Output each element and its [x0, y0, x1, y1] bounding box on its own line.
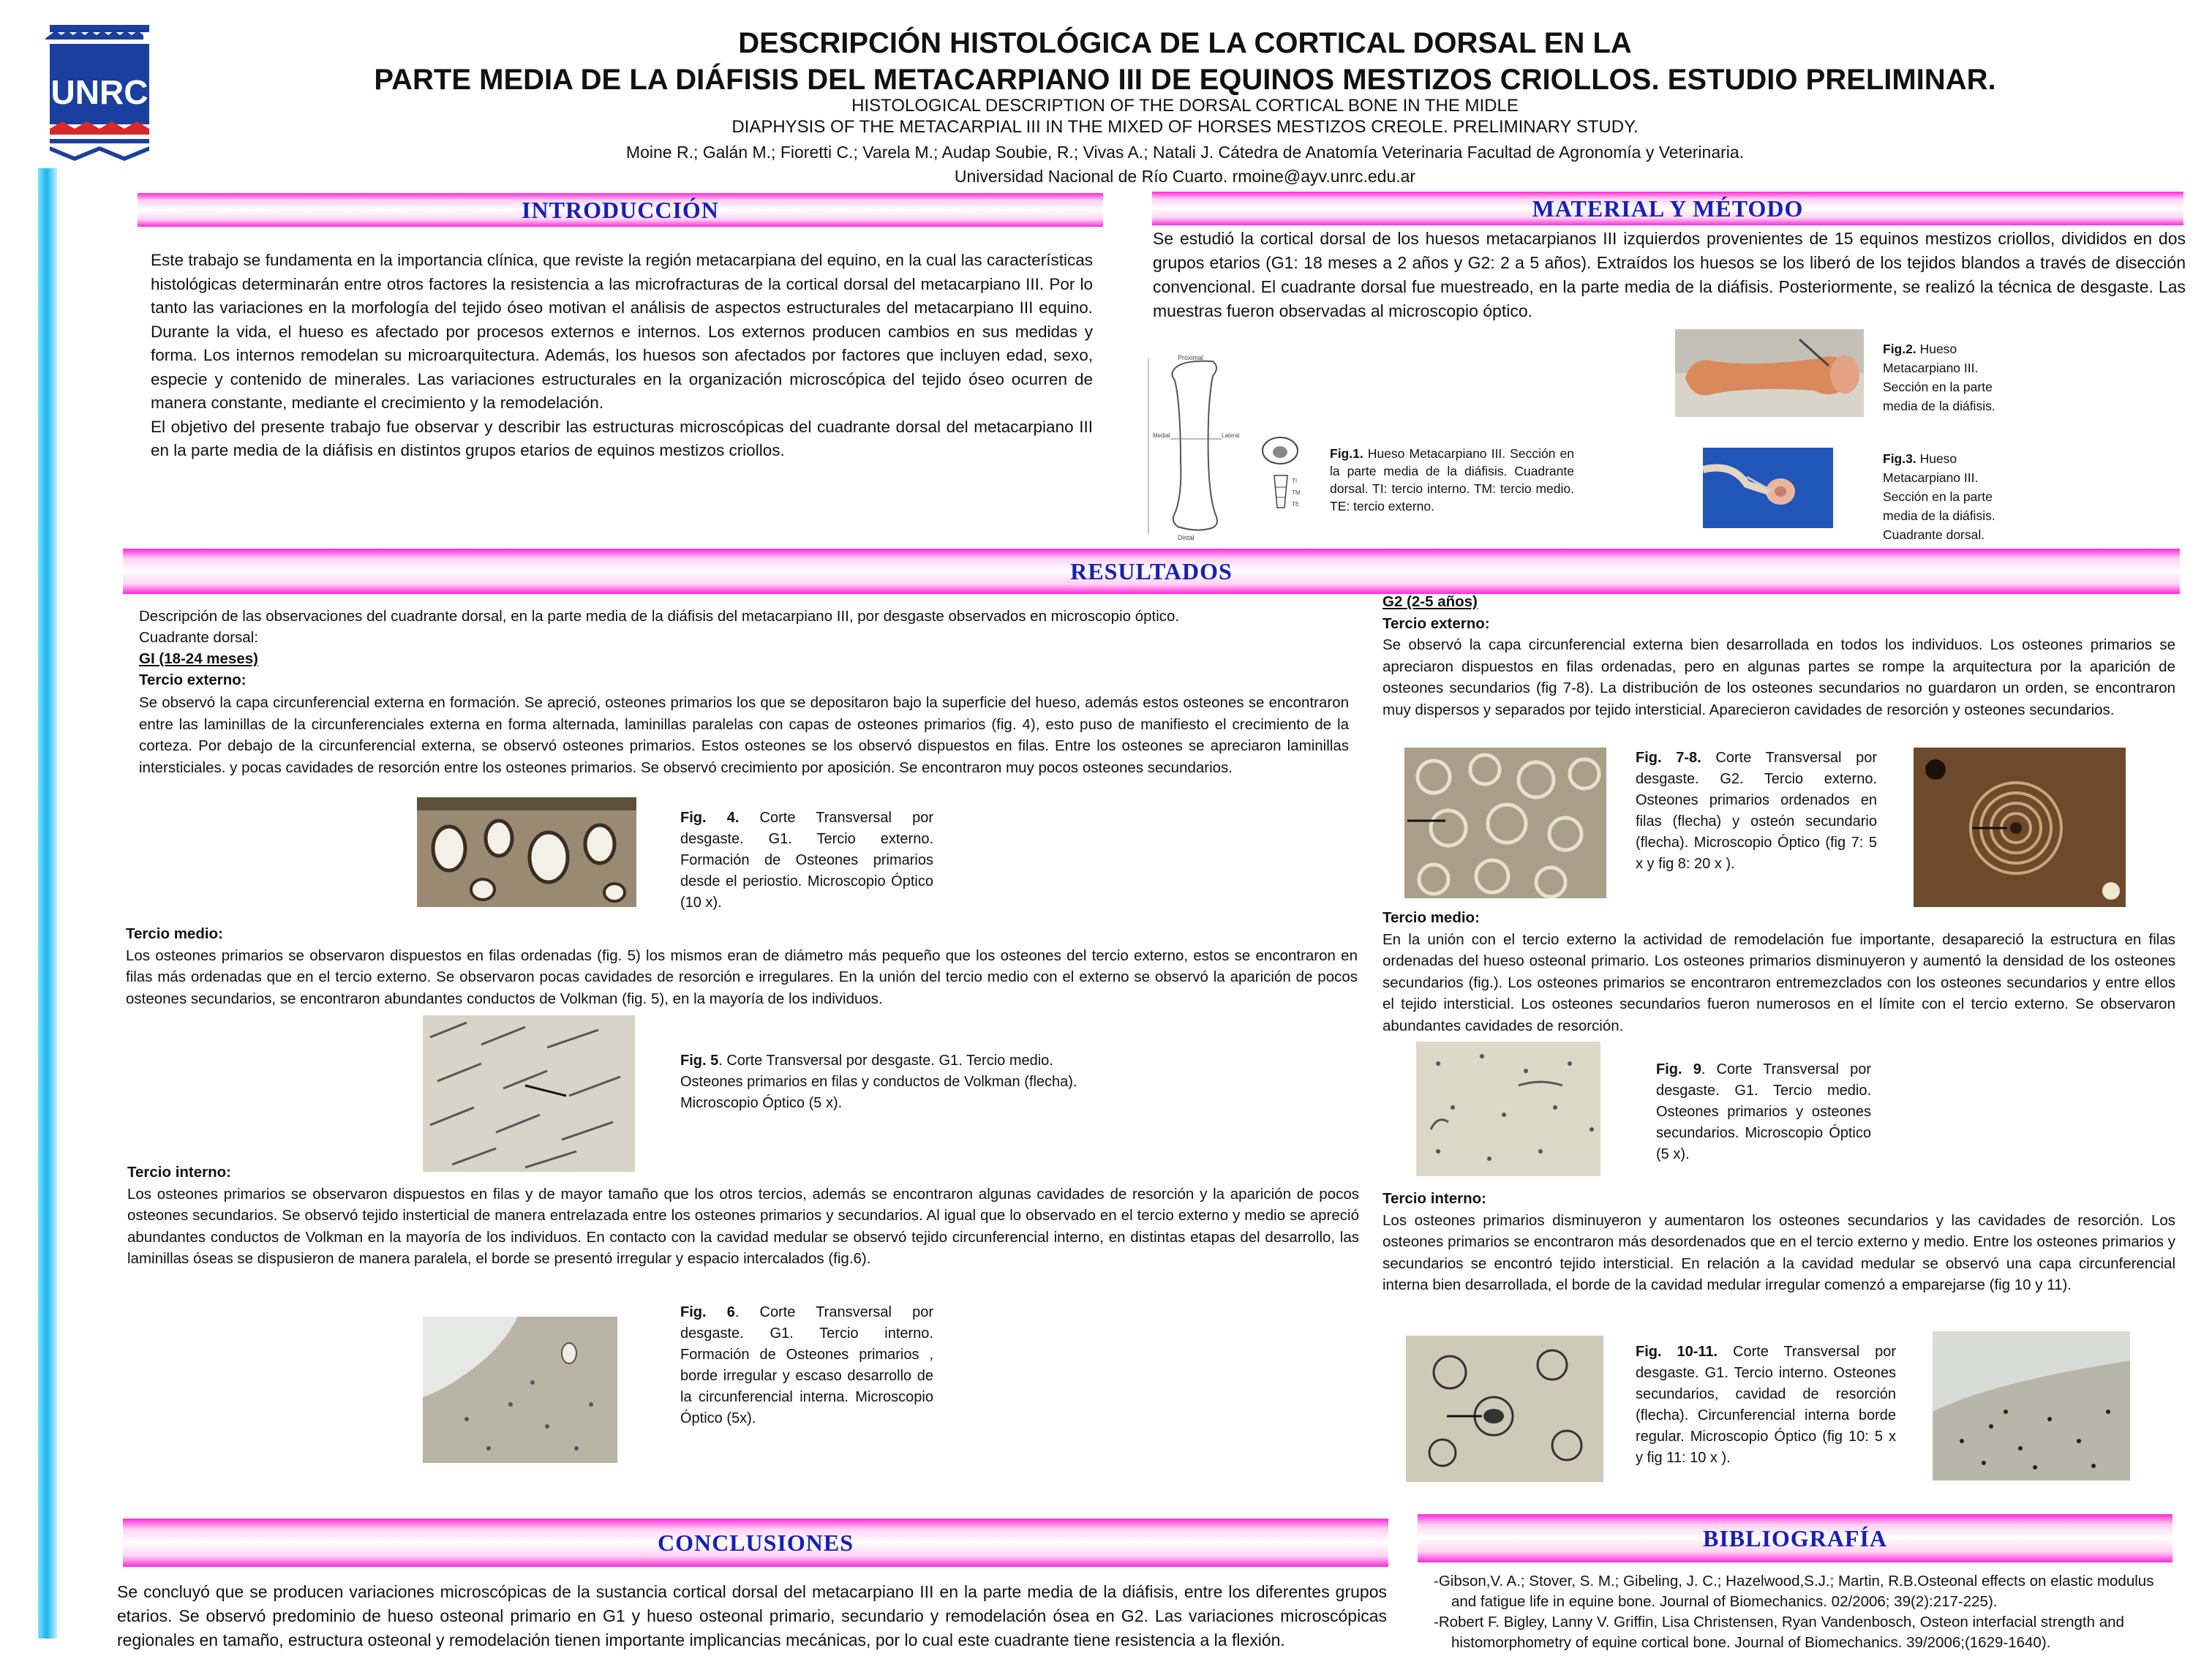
- diagram-label-medial: Medial: [1153, 432, 1170, 439]
- diagram-label-lateral: Lateral: [1222, 432, 1240, 439]
- logo-text: UNRC: [50, 73, 148, 111]
- bibliography-list: [1434, 1571, 2165, 1653]
- authors-line-1: Moine R.; Galán M.; Fioretti C.; Varela M.; Audap Soubie, R.; Vivas A.; Natali J. Cátedra de Anatomía Veterinaria Facultad de Agronomía y Veterinaria.: [625, 143, 1745, 162]
- poster-title: [168, 25, 2202, 98]
- authors-line-2: Universidad Nacional de Río Cuarto. rmoine@ayv.unrc.edu.ar: [954, 167, 1416, 186]
- fig1-caption: Fig.1. Hueso Metacarpiano III. Sección en la parte media de la diáfisis. Cuadrante dorsal. TI: tercio interno. TM: tercio medio. TE: tercio externo.: [1330, 446, 1574, 514]
- fig10-micrograph: [1406, 1336, 1603, 1482]
- g2-middle: [1382, 907, 2175, 1037]
- intro-paragraph-2: El objetivo del presente trabajo fue observar y describir las estructuras microscópicas del cuadrante dorsal del metacarpiano III en la parte media de la diáfisis en distintos grupos etarios de equinos mestizos criollos.: [151, 417, 1093, 459]
- decorative-side-bar: [38, 168, 57, 1639]
- unrc-logo: [45, 22, 154, 161]
- fig5-micrograph: [423, 1015, 635, 1172]
- fig6-micrograph: [423, 1317, 617, 1463]
- fig3-photo: [1703, 448, 1833, 528]
- fig11-micrograph: [1933, 1331, 2130, 1481]
- g2-heading: G2 (2-5 años): [1382, 593, 1478, 610]
- fig10-11-caption: Fig. 10-11. Corte Transversal por desgaste. G1. Tercio interno. Osteones secundarios, cavidad de resorción (flecha). Circunferencial interna borde regular. Microscopio Óptico (fig 10: 5 x y fig 11: 10 x ).: [1636, 1344, 1897, 1466]
- g1-middle-heading: Tercio medio:: [126, 925, 223, 942]
- intro-text: [151, 249, 1093, 463]
- fig9-micrograph: [1416, 1042, 1600, 1176]
- g1-middle-text: Los osteones primarios se observaron dispuestos en filas ordenadas (fig. 5) los mismos eran de diámetro más pequeño que los osteones del tercio externo, estos se encontraron en filas más ordenadas que en el tercio externo. Se observaron pocas cavidades de resorción e irregulares. En la unión del tercio medio con el externo se observó la aparición de pocos osteones secundarios, se encontraron abundantes conductos de Volkman (fig. 5), en la mayoría de los individuos.: [126, 947, 1358, 1007]
- authors: [168, 140, 2202, 189]
- diagram-label-ti: TI: [1292, 478, 1298, 484]
- fig1-diagram: [1141, 351, 1317, 543]
- poster-subtitle: [168, 95, 2202, 138]
- results-intro-line-2: Cuadrante dorsal:: [139, 629, 258, 646]
- title-line-2: PARTE MEDIA DE LA DIÁFISIS DEL METACARPIANO III DE EQUINOS MESTIZOS CRIOLLOS. ESTUDIO PRELIMINAR.: [374, 64, 1996, 96]
- subtitle-line-1: HISTOLOGICAL DESCRIPTION OF THE DORSAL CORTICAL BONE IN THE MIDLE: [851, 96, 1519, 116]
- results-intro-line-1: Descripción de las observaciones del cuadrante dorsal, en la parte media de la diáfisis del metacarpiano III, por desgaste observados en microscopio óptico.: [139, 608, 1180, 625]
- bibliography-ref-1: -Gibson,V. A.; Stover, S. M.; Gibeling, J. C.; Hazelwood,S.J.; Martin, R.B.Osteonal effects on elastic modulus and fatigue life in equine bone. Journal of Biomechanics. 02/2006; 39(2):217-225).: [1434, 1573, 2154, 1610]
- fig4-micrograph: [417, 797, 636, 907]
- fig9-caption: Fig. 9. Corte Transversal por desgaste. G1. Tercio medio. Osteones primarios y osteones secundarios. Microscopio Óptico (5 x).: [1656, 1061, 1871, 1162]
- diagram-label-te: TE: [1292, 501, 1300, 508]
- g2-external-text: Se observó la capa circunferencial externa bien desarrollada en todos los individuos. Los osteones primarios se apreciaron dispuestos en filas ordenadas, pero en algunas partes se rompe la arquitectura por la aparición de osteones secundarios (fig 7-8). La distribución de los osteones secundarios no guardaron un orden, se encontraron muy dispersos y separados por tejido intersticial. Aparecieron cavidades de resorción y osteones secundarios.: [1382, 636, 2175, 718]
- results-intro: [139, 606, 1353, 691]
- g1-external-heading: Tercio externo:: [139, 672, 247, 688]
- g2-middle-heading: Tercio medio:: [1382, 909, 1480, 926]
- section-results-heading: RESULTADOS: [123, 549, 2180, 594]
- intro-paragraph-1: Este trabajo se fundamenta en la importancia clínica, que reviste la región metacarpiana del equino, en la cual las características histológicas determinarán entre otros factores la resistencia a las microfracturas de la cortical dorsal del metacarpiano III. Por lo tanto las variaciones en la morfología del tejido óseo motivan el análisis de aspectos estructurales del metacarpiano III equino. Durante la vida, el hueso es afectado por procesos externos e internos. Los externos producen cambios en sus medidas y forma. Los internos remodelan su microarquitectura. Además, los huesos son afectados por factores que incluyen edad, sexo, especie y contenido de minerales. Las variaciones estructurales en la organización microscópica del tejido óseo ocurren de manera constante, mediante el crecimiento y la remodelación.: [151, 251, 1093, 412]
- fig2-photo: [1675, 329, 1864, 417]
- fig6-caption: Fig. 6. Corte Transversal por desgaste. G1. Tercio interno. Formación de Osteones primarios , borde irregular y escaso desarrollo de la circunferencial interna. Microscopio Óptico (5x).: [680, 1304, 933, 1426]
- g2-middle-text: En la unión con el tercio externo la actividad de remodelación fue importante, desapareció la estructura en filas ordenadas del hueso osteonal primario. Los osteones primarios disminuyeron y aumentó la densidad de los osteones secundarios (fig.). Los osteones primarios se encontraron entremezclados con los osteones secundarios y entre ellos el tejido intersticial. Los osteones secundarios fueron numerosos en el límite con el tercio externo. Se observaron abundantes cavidades de resorción.: [1382, 930, 2175, 1034]
- g2-internal-text: Los osteones primarios disminuyeron y aumentaron los osteones secundarios y las cavidades de resorción. Los osteones primarios se encontraron más desordenados que en el tercio externo y medio. Entre los osteones primarios y secundarios se encontró tejido intersticial. En relación a la cavidad medular se observó una capa circunferencial interna bien desarrollada, el borde de la cavidad medular irregular comenzó a emparejarse (fig 10 y 11).: [1382, 1211, 2175, 1293]
- g2-external: [1382, 591, 2175, 721]
- fig5-caption: Fig. 5. Corte Transversal por desgaste. G1. Tercio medio. Osteones primarios en filas y conductos de Volkman (flecha). Microscopio Óptico (5 x).: [680, 1053, 1077, 1111]
- section-conclusions-heading: CONCLUSIONES: [123, 1519, 1388, 1567]
- section-bibliography-heading: BIBLIOGRAFÍA: [1418, 1514, 2172, 1562]
- fig4-caption: Fig. 4. Corte Transversal por desgaste. G1. Tercio externo. Formación de Osteones primarios desde el periostio. Microscopio Óptico (10 x).: [680, 810, 933, 911]
- fig2-caption: Fig.2. Hueso Metacarpiano III. Sección en la parte media de la diáfisis.: [1883, 342, 1995, 413]
- fig8-micrograph: [1914, 748, 2126, 907]
- fig7-micrograph: [1404, 748, 1606, 898]
- g1-internal-heading: Tercio interno:: [127, 1164, 231, 1181]
- g1-middle: [126, 923, 1358, 1009]
- g1-heading: GI (18-24 meses): [139, 650, 258, 667]
- section-material-heading: MATERIAL Y MÉTODO: [1152, 192, 2183, 225]
- g2-external-heading: Tercio externo:: [1382, 614, 1490, 632]
- bibliography-ref-2: -Robert F. Bigley, Lanny V. Griffin, Lisa Christensen, Ryan Vandenbosch, Osteon interfacial strength and histomorphometry of equine cortical bone. Journal of Biomechanics. 39/2006;(1629-1640).: [1434, 1614, 2124, 1651]
- diagram-label-proximal: Proximal: [1178, 354, 1204, 361]
- g1-internal: [127, 1162, 1359, 1270]
- g1-internal-text: Los osteones primarios se observaron dispuestos en filas y de mayor tamaño que los otros tercios, además se encontraron algunas cavidades de resorción y la aparición de pocos osteones secundarios. Se observó tejido insterticial de manera entrelazada entre los osteones primarios y secundarios. Al igual que lo observado en el tercio externo y medio se apreció abundantes conductos de Volkman en la mayoría de los individuos. En contacto con la cavidad medular se observó tejido circunferencial interno, en distintas etapas del desarrollo, las laminillas óseas se dispusieron de manera paralela, el borde se presentó irregular y espacio intercalados (fig.6).: [127, 1185, 1359, 1267]
- title-line-1: DESCRIPCIÓN HISTOLÓGICA DE LA CORTICAL DORSAL EN LA: [738, 27, 1632, 59]
- diagram-label-tm: TM: [1292, 489, 1301, 496]
- section-intro-heading: INTRODUCCIÓN: [138, 193, 1103, 227]
- diagram-label-distal: Distal: [1178, 534, 1195, 541]
- fig3-caption: Fig.3. Hueso Metacarpiano III. Sección en la parte media de la diáfisis. Cuadrante dorsal.: [1883, 451, 1995, 542]
- fig7-8-caption: Fig. 7-8. Corte Transversal por desgaste. G2. Tercio externo. Osteones primarios ordenados en filas (flecha) y osteón secundario (flecha). Microscopio Óptico (fig 7: 5 x y fig 8: 20 x ).: [1636, 750, 1877, 872]
- conclusions-text: Se concluyó que se producen variaciones microscópicas de la sustancia cortical dorsal del metacarpiano III en la parte media de la diáfisis, entre los diferentes grupos etarios. Se observó predominio de hueso osteonal primario en G1 y hueso osteonal primario, secundario y remodelación ósea en G2. Las variaciones microscópicas regionales en tamaño, estructura osteonal y remodelación tienen importante implicancias mecánicas, por lo cual este cuadrante tiene resistencia a la flexión.: [117, 1582, 1387, 1649]
- subtitle-line-2: DIAPHYSIS OF THE METACARPIAL III IN THE MIXED OF HORSES MESTIZOS CREOLE. PRELIMINARY STUDY.: [731, 117, 1639, 137]
- g2-internal-heading: Tercio interno:: [1382, 1190, 1486, 1207]
- g1-external-text: Se observó la capa circunferencial externa en formación. Se apreció, osteones primarios los que se depositaron bajo la superficie del hueso, además estos osteones se encontraron entre las laminillas de la circunferenciales externa en forma alternada, laminillas paralelas con capas de osteones primarios (fig. 4), esto puso de manifiesto el crecimiento de la corteza. Por debajo de la circunferencial externa, se observó osteones primarios. Estos osteones se los observó dispuestos en filas. Entre los osteones se apreciaron laminillas intersticiales. y pocas cavidades de resorción entre los osteones primarios. Se observó crecimiento por aposición. Se encontraron muy pocos osteones secundarios.: [139, 694, 1349, 776]
- material-text: Se estudió la cortical dorsal de los huesos metacarpianos III izquierdos provenientes de 15 equinos mestizos criollos, divididos en dos grupos etarios (G1: 18 meses a 2 años y G2: 2 a 5 años). Extraídos los huesos se los liberó de los tejidos blandos a través de disección convencional. El cuadrante dorsal fue muestreado, en la parte media de la diáfisis. Posteriormente, se realizó la técnica de desgaste. Las muestras fueron observadas al microscopio óptico.: [1153, 229, 2186, 320]
- g2-internal: [1382, 1188, 2175, 1296]
